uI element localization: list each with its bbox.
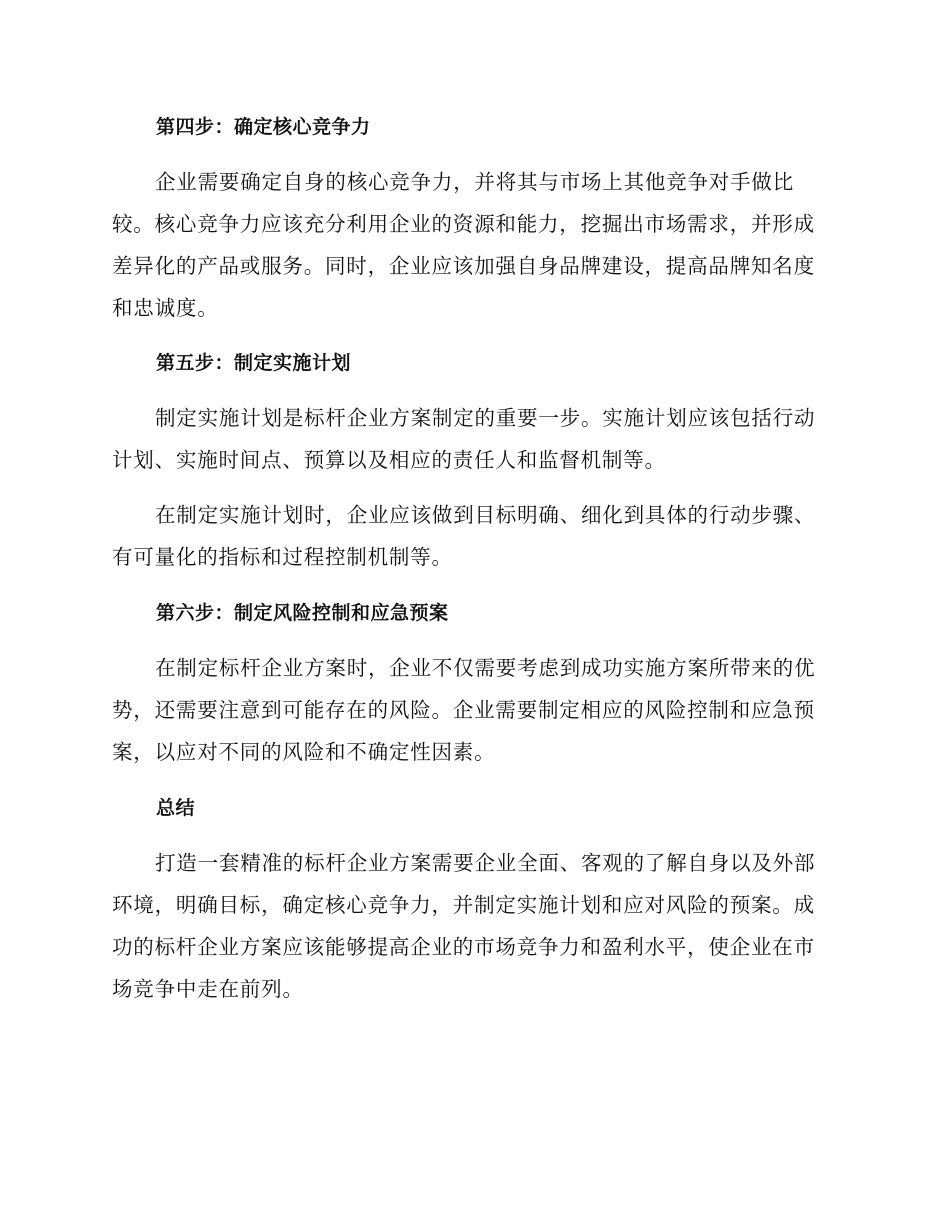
text-line: 和忠诚度。	[112, 296, 219, 320]
text-line: 在制定标杆企业方案时，企业不仅需要考虑到成功实施方案所带来的优	[155, 656, 816, 680]
section-heading-step-5: 第五步：制定实施计划	[156, 352, 352, 374]
text-line: 企业需要确定自身的核心竞争力，并将其与市场上其他竞争对手做比	[155, 170, 794, 194]
text-line: 打造一套精准的标杆企业方案需要企业全面、客观的了解自身以及外部	[155, 851, 816, 875]
text-line: 势，还需要注意到可能存在的风险。企业需要制定相应的风险控制和应急预	[112, 698, 815, 722]
section-heading-step-4: 第四步：确定核心竞争力	[156, 116, 371, 138]
paragraph-step-6-intro	[112, 647, 832, 773]
section-heading-step-6: 第六步：制定风险控制和应急预案	[156, 602, 449, 624]
text-line: 计划、实施时间点、预算以及相应的责任人和监督机制等。	[112, 448, 666, 472]
text-line: 在制定实施计划时，企业应该做到目标明确、细化到具体的行动步骤、	[155, 503, 816, 527]
text-line: 案，以应对不同的风险和不确定性因素。	[112, 740, 496, 764]
section-heading-summary: 总结	[156, 797, 196, 819]
text-line: 较。核心竞争力应该充分利用企业的资源和能力，挖掘出市场需求，并形成	[112, 212, 815, 236]
text-line: 差异化的产品或服务。同时，企业应该加强自身品牌建设，提高品牌知名度	[112, 254, 815, 278]
text-line: 功的标杆企业方案应该能够提高企业的市场竞争力和盈利水平，使企业在市	[112, 935, 815, 959]
text-line: 制定实施计划是标杆企业方案制定的重要一步。实施计划应该包括行动	[155, 406, 816, 430]
paragraph-step-5-intro	[112, 397, 832, 481]
text-line: 环境，明确目标，确定核心竞争力，并制定实施计划和应对风险的预案。成	[112, 893, 815, 917]
paragraph-step-4-intro	[112, 161, 832, 329]
text-line: 有可量化的指标和过程控制机制等。	[112, 545, 453, 569]
paragraph-step-5-detail	[112, 494, 832, 578]
paragraph-summary	[112, 842, 832, 1010]
text-line: 场竞争中走在前列。	[112, 977, 304, 1001]
